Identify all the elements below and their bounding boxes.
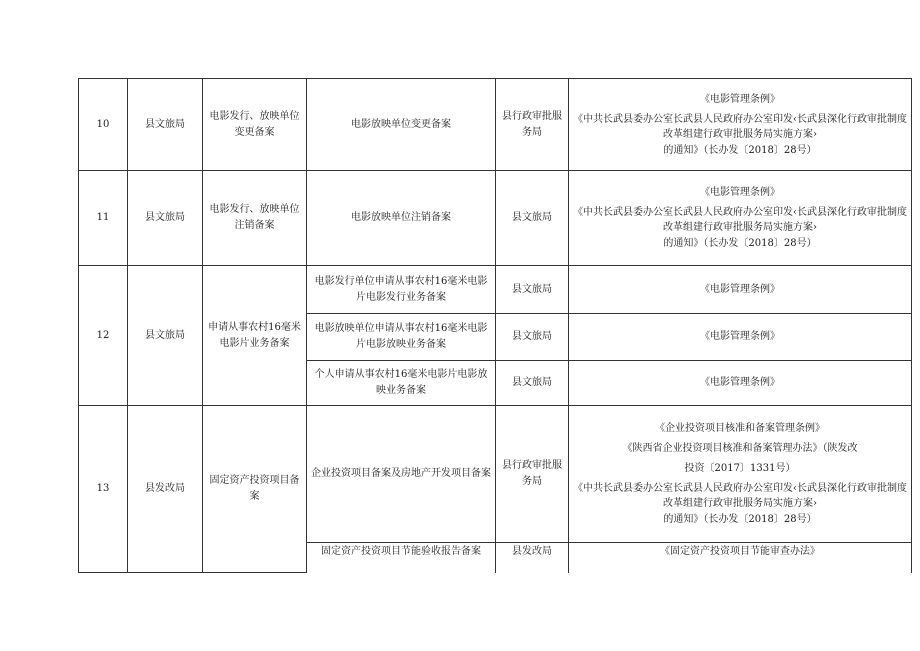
basis-line: 《企业投资项目核准和备案管理条例》 bbox=[655, 423, 825, 434]
sub-item-cell: 电影放映单位变更备案 bbox=[307, 79, 496, 171]
item-number: 10 bbox=[79, 79, 128, 171]
table-row bbox=[79, 266, 912, 314]
sub-item-cell: 电影放映单位注销备案 bbox=[307, 171, 496, 266]
item-number: 11 bbox=[79, 171, 128, 266]
handling-unit-cell: 县发改局 bbox=[496, 543, 569, 573]
handling-unit-cell: 县行政审批服务局 bbox=[496, 79, 569, 171]
sub-item-cell: 企业投资项目备案及房地产开发项目备案 bbox=[307, 406, 496, 543]
basis-line: 的通知》（长办发〔2018〕28号） bbox=[663, 238, 817, 249]
legal-basis-cell: 《电影管理条例》 bbox=[569, 266, 912, 314]
legal-basis-cell: 《固定资产投资项目节能审查办法》 bbox=[569, 543, 912, 573]
sub-item-cell: 电影放映单位申请从事农村16毫米电影片电影放映业务备案 bbox=[307, 314, 496, 361]
item-name-cell: 电影发行、放映单位注销备案 bbox=[203, 171, 307, 266]
department-cell: 县发改局 bbox=[128, 406, 203, 573]
item-number: 12 bbox=[79, 266, 128, 406]
item-name-cell: 固定资产投资项目备案 bbox=[203, 406, 307, 573]
basis-line: 的通知》（长办发〔2018〕28号） bbox=[663, 144, 817, 156]
sub-item-cell: 个人申请从事农村16毫米电影片电影放映业务备案 bbox=[307, 361, 496, 406]
basis-line: 投资〔2017〕1331号） bbox=[684, 463, 796, 474]
handling-unit-cell: 县文旅局 bbox=[496, 361, 569, 406]
basis-line: 《电影管理条例》 bbox=[700, 187, 780, 198]
department-cell: 县文旅局 bbox=[128, 171, 203, 266]
handling-unit-cell: 县文旅局 bbox=[496, 314, 569, 361]
handling-unit-cell: 县行政审批服务局 bbox=[496, 406, 569, 543]
table-row bbox=[79, 79, 912, 171]
legal-basis-cell bbox=[569, 79, 912, 171]
basis-line: 《中共长武县委办公室长武县人民政府办公室印发‹长武县深化行政审批制度改革组建行政审批服务局实施方案› bbox=[573, 113, 907, 140]
filing-items-table bbox=[78, 78, 912, 573]
sub-item-cell: 固定资产投资项目节能验收报告备案 bbox=[307, 543, 496, 573]
legal-basis-cell bbox=[569, 171, 912, 266]
basis-line: 《中共长武县委办公室长武县人民政府办公室印发‹长武县深化行政审批制度改革组建行政审批服务局实施方案› bbox=[573, 483, 907, 509]
item-number: 13 bbox=[79, 406, 128, 573]
item-name-cell: 申请从事农村16毫米电影片业务备案 bbox=[203, 266, 307, 406]
basis-line: 《电影管理条例》 bbox=[700, 93, 780, 105]
table-row bbox=[79, 171, 912, 266]
department-cell: 县文旅局 bbox=[128, 79, 203, 171]
handling-unit-cell: 县文旅局 bbox=[496, 266, 569, 314]
basis-line: 的通知》（长办发〔2018〕28号） bbox=[663, 514, 817, 525]
table-row bbox=[79, 406, 912, 543]
item-name-cell: 电影发行、放映单位变更备案 bbox=[203, 79, 307, 171]
department-cell: 县文旅局 bbox=[128, 266, 203, 406]
sub-item-cell: 电影发行单位申请从事农村16毫米电影片电影发行业务备案 bbox=[307, 266, 496, 314]
handling-unit-cell: 县文旅局 bbox=[496, 171, 569, 266]
basis-line: 《陕西省企业投资项目核准和备案管理办法》（陕发改 bbox=[622, 443, 858, 454]
legal-basis-cell: 《电影管理条例》 bbox=[569, 361, 912, 406]
legal-basis-cell: 《电影管理条例》 bbox=[569, 314, 912, 361]
legal-basis-cell bbox=[569, 406, 912, 543]
basis-line: 《中共长武县委办公室长武县人民政府办公室印发‹长武县深化行政审批制度改革组建行政审批服务局实施方案› bbox=[573, 207, 907, 233]
